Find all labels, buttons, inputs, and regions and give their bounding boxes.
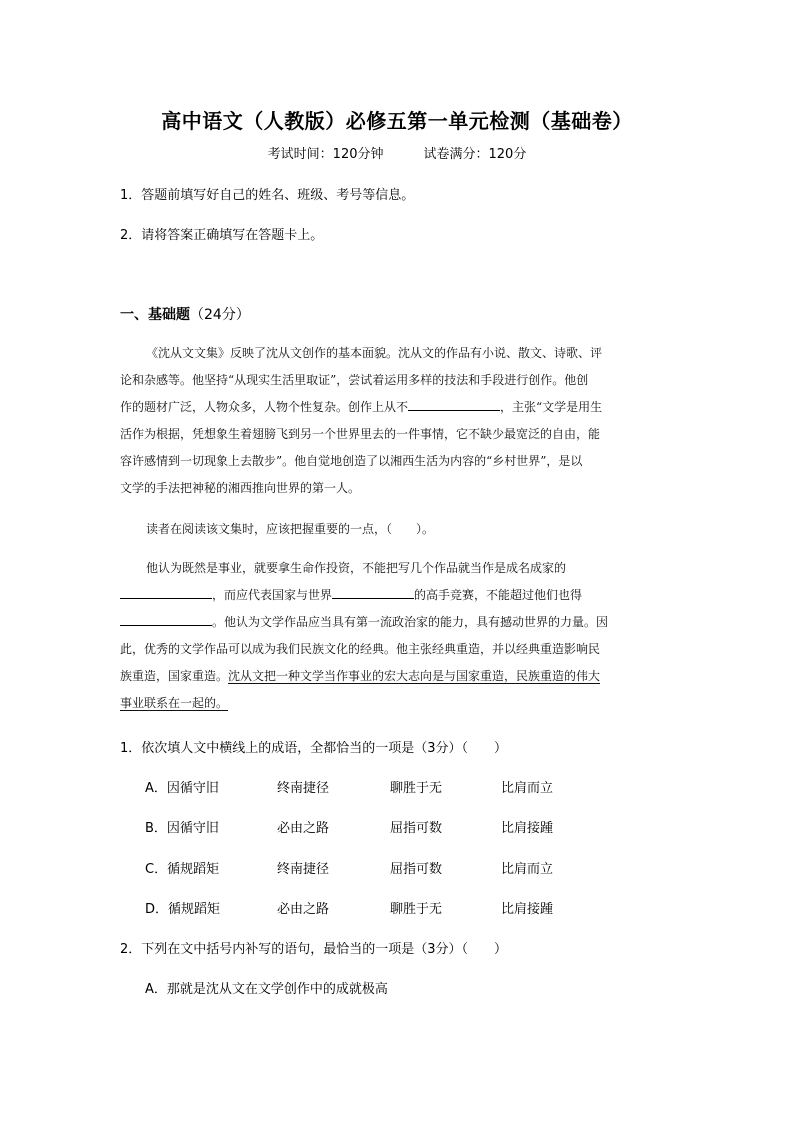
underlined-sentence: 沈从文把一种文学当作事业的宏大志向是与国家重造，民族重造的伟大 xyxy=(228,669,601,683)
option-cell: 终南捷径 xyxy=(277,862,330,877)
question-2-option-a xyxy=(145,978,665,998)
option-cell: 比肩而立 xyxy=(501,781,554,796)
passage-line: 文学的手法把神秘的湘西推向世界的第一人。 xyxy=(120,481,361,495)
section-score: （24分） xyxy=(190,307,250,323)
option-cell: A．那就是沈从文在文学创作中的成就极高 xyxy=(145,982,388,997)
option-cell: 必由之路 xyxy=(277,821,330,836)
passage-text: 。他认为文学作品应当具有第一流政治家的能力，具有撼动世界的力量。因 xyxy=(212,615,609,629)
option-cell: 终南捷径 xyxy=(277,781,330,796)
page-title: 高中语文（人教版）必修五第一单元检测（基础卷） xyxy=(161,109,633,133)
option-cell: 比肩接踵 xyxy=(501,821,554,836)
passage-1 xyxy=(120,340,602,502)
passage-line xyxy=(120,690,608,717)
option-cell: 聊胜于无 xyxy=(390,781,443,796)
option-cell: 必由之路 xyxy=(277,902,330,917)
passage-line: 读者在阅读该文集时，应该把握重要的一点，（ ）。 xyxy=(146,522,435,536)
answer-blank-4 xyxy=(120,611,212,626)
passage-line: 他认为既然是事业，就要拿生命作投资，不能把写几个作品就当作是成名成家的 xyxy=(146,561,567,575)
passage-text: ，主张“文学是用生 xyxy=(500,400,603,414)
option-cell: D．循规蹈矩 xyxy=(145,902,221,917)
question-1-option-a xyxy=(145,777,665,797)
section-title: 一、基础题 xyxy=(120,307,190,323)
passage-text: 作的题材广泛，人物众多，人物个性复杂。创作上从不 xyxy=(120,400,409,414)
option-cell: 比肩而立 xyxy=(501,862,554,877)
option-cell: 比肩接踵 xyxy=(501,902,554,917)
option-cell: 屈指可数 xyxy=(390,862,443,877)
passage-line: 《沈从文文集》反映了沈从文创作的基本面貌。沈从文的作品有小说、散文、诗歌、评 xyxy=(146,346,603,360)
underlined-sentence: 事业联系在一起的。 xyxy=(120,696,229,710)
passage-line xyxy=(120,609,608,636)
passage-line xyxy=(120,582,608,609)
passage-line xyxy=(120,663,608,690)
passage-text: 的高手竞赛，不能超过他们也得 xyxy=(414,588,583,602)
instruction-2: 2．请将答案正确填写在答题卡上。 xyxy=(120,228,324,243)
passage-line: 容许感情到一切现象上去散步”。他自觉地创造了以湘西生活为内容的“乡村世界”，是以 xyxy=(120,454,583,468)
question-1-option-b xyxy=(145,817,665,837)
exam-time: 考试时间：120分钟 xyxy=(267,147,384,162)
question-1-option-c xyxy=(145,858,665,878)
answer-blank-3 xyxy=(332,584,414,599)
passage-line: 活作为根据，凭想象生着翅膀飞到另一个世界里去的一件事情，它不缺少最宽泛的自由，能 xyxy=(120,427,601,441)
exam-info xyxy=(0,143,794,162)
question-1-option-d xyxy=(145,898,665,918)
passage-2 xyxy=(120,516,434,543)
answer-blank-1 xyxy=(408,396,500,411)
exam-full-score: 试卷满分：120分 xyxy=(423,147,527,162)
question-1: 1．依次填人文中横线上的成语，全都恰当的一项是（3分）（ ） xyxy=(120,741,508,756)
passage-text: 族重造，国家重造。 xyxy=(120,669,229,683)
option-cell: 聊胜于无 xyxy=(390,902,443,917)
option-cell: 屈指可数 xyxy=(390,821,443,836)
instruction-1: 1．答题前填写好自己的姓名、班级、考号等信息。 xyxy=(120,188,415,203)
section-heading xyxy=(120,304,250,324)
option-cell: A．因循守旧 xyxy=(145,781,219,796)
option-cell: B．因循守旧 xyxy=(145,821,219,836)
passage-3 xyxy=(120,555,608,717)
question-2: 2．下列在文中括号内补写的语句，最恰当的一项是（3分）（ ） xyxy=(120,942,508,957)
passage-line xyxy=(120,394,602,421)
passage-text: ，而应代表国家与世界 xyxy=(212,588,333,602)
passage-line: 论和杂感等。他坚持“从现实生活里取证”，尝试着运用多样的技法和手段进行创作。他创 xyxy=(120,373,589,387)
answer-blank-2 xyxy=(120,584,212,599)
passage-line: 此，优秀的文学作品可以成为我们民族文化的经典。他主张经典重造，并以经典重造影响民 xyxy=(120,642,601,656)
option-cell: C．循规蹈矩 xyxy=(145,862,220,877)
